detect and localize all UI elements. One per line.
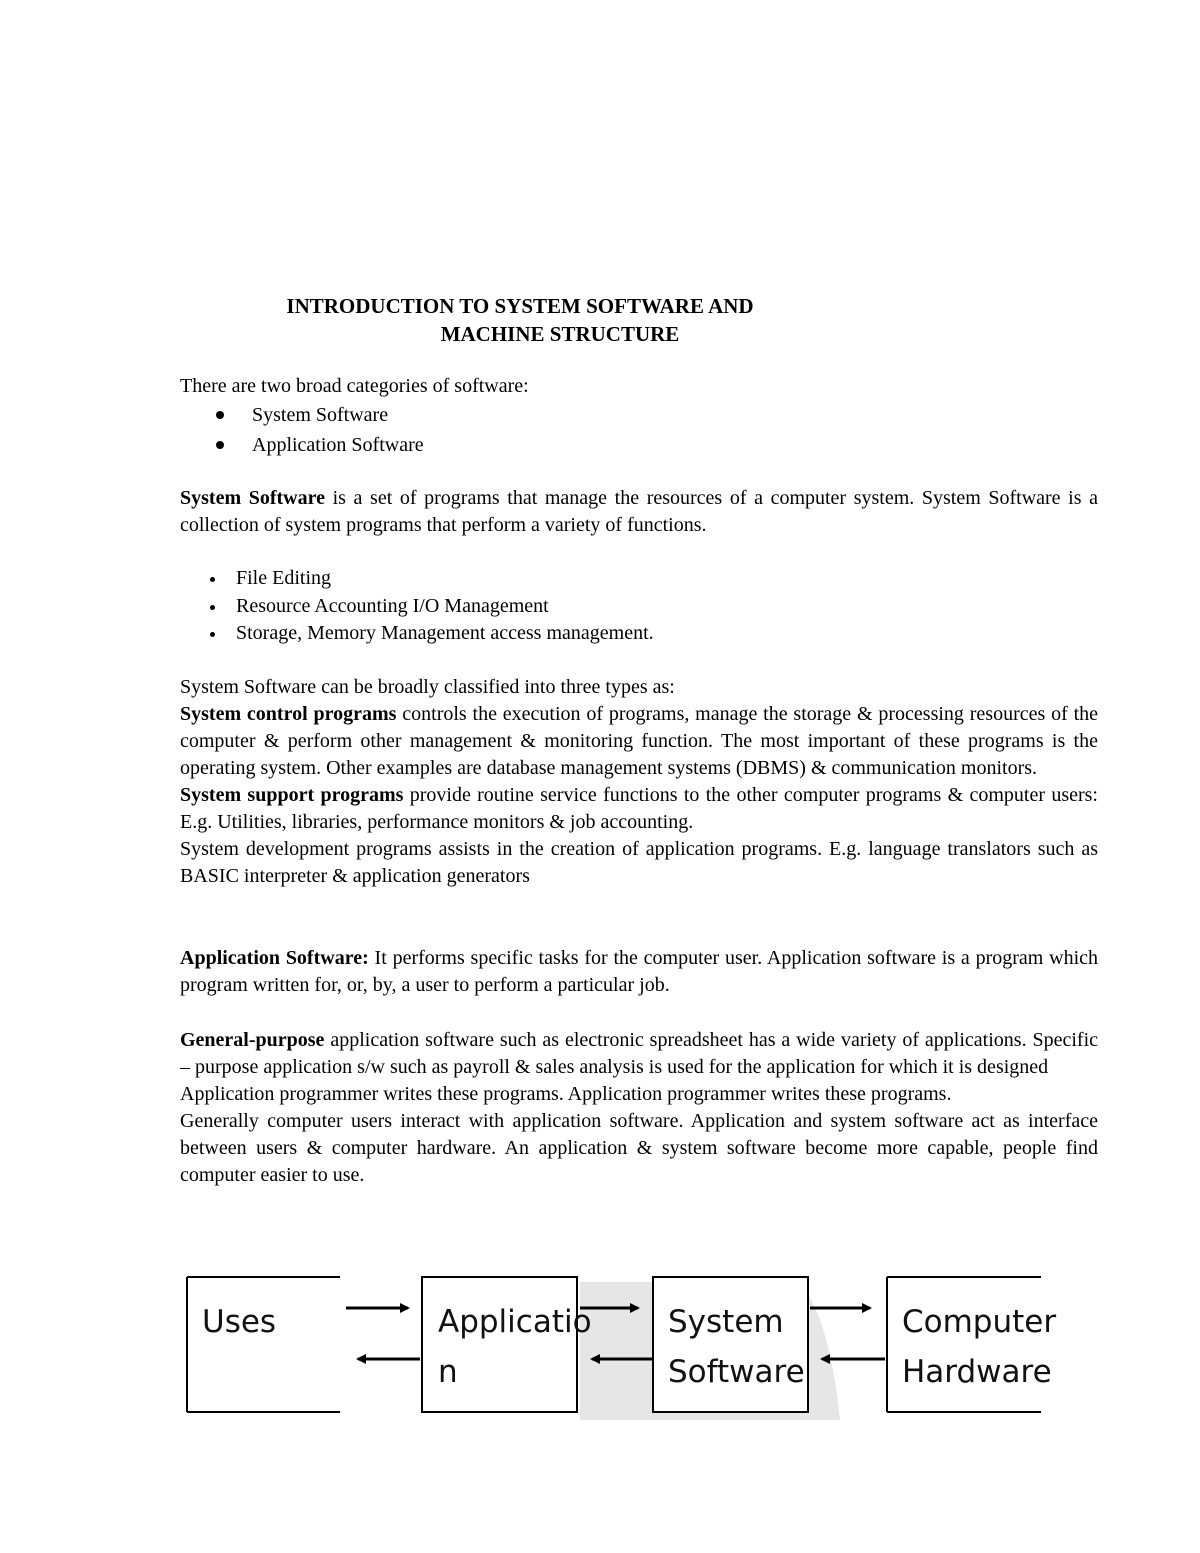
application-box-label-line-2: n [438, 1354, 458, 1390]
control-programs-paragraph [180, 701, 1098, 782]
system-software-term: System Software [180, 487, 325, 509]
application-box [422, 1277, 592, 1412]
development-programs-paragraph: System development programs assists in the creation of application programs. E.g. language translators such as BASIC interpreter & application generators [180, 838, 1098, 887]
intro-paragraph: There are two broad categories of software: [180, 375, 529, 397]
classification-intro: System Software can be broadly classified into three types as: [180, 676, 675, 698]
system-software-box-label-line-2: Software [668, 1354, 805, 1390]
software-categories-list [252, 400, 424, 460]
application-software-term: Application Software: [180, 947, 369, 969]
system-software-definition: is a set of programs that manage the resources of a computer system. System Software is a collection of system programs that perform a variety of functions. [180, 487, 1098, 536]
users-box [187, 1277, 340, 1412]
general-purpose-term: General-purpose [180, 1029, 325, 1051]
support-programs-text: provide routine service functions to the other computer programs & computer users: E.g. Utilities, libraries, performance monitors & job accounting. [180, 784, 1098, 833]
interaction-paragraph: Generally computer users interact with application software. Application and system software act as interface between users & computer hardware. An application & system software become more capable, people find computer easier to use. [180, 1110, 1098, 1186]
software-layers-diagram [0, 1260, 1200, 1440]
list-item: Storage, Memory Management access management. [236, 620, 654, 648]
general-purpose-text: application software such as electronic spreadsheet has a wide variety of applications. Specific – purpose application s/w such as payroll & sales analysis is used for the application for which it is designed [180, 1029, 1098, 1078]
computer-hardware-box-label-line-2: Hardware [902, 1354, 1052, 1390]
control-programs-term: System control programs [180, 703, 397, 725]
users-box-label: Uses [202, 1304, 277, 1340]
programmer-paragraph: Application programmer writes these programs. Application programmer writes these programs. [180, 1083, 952, 1105]
application-software-definition: It performs specific tasks for the computer user. Application software is a program which program written for, or, by, a user to perform a particular job. [180, 947, 1099, 996]
list-item: System Software [252, 400, 424, 430]
document-title-line-2: MACHINE STRUCTURE [440, 322, 680, 346]
application-software-paragraph [180, 945, 1098, 999]
list-item: Application Software [252, 430, 424, 460]
list-item: File Editing [236, 565, 654, 593]
classification-section [180, 674, 1098, 890]
general-purpose-section [180, 1027, 1098, 1189]
support-programs-paragraph [180, 782, 1098, 836]
support-programs-term: System support programs [180, 784, 404, 806]
document-title-line-1: INTRODUCTION TO SYSTEM SOFTWARE AND [286, 294, 754, 318]
system-software-paragraph [180, 485, 1098, 539]
system-software-box-label-line-1: System [668, 1304, 784, 1340]
computer-hardware-box [887, 1277, 1056, 1412]
system-software-box [653, 1277, 808, 1412]
general-purpose-paragraph [180, 1027, 1098, 1081]
list-item: Resource Accounting I/O Management [236, 593, 654, 621]
application-box-label-line-1: Applicatio [438, 1304, 592, 1340]
control-programs-text: controls the execution of programs, manage the storage & processing resources of the computer & perform other management & monitoring function. The most important of these programs is the operating system. Other examples are database management systems (DBMS) & communication monitors. [180, 703, 1098, 779]
system-functions-list [236, 565, 654, 648]
computer-hardware-box-label-line-1: Computer [902, 1304, 1057, 1340]
